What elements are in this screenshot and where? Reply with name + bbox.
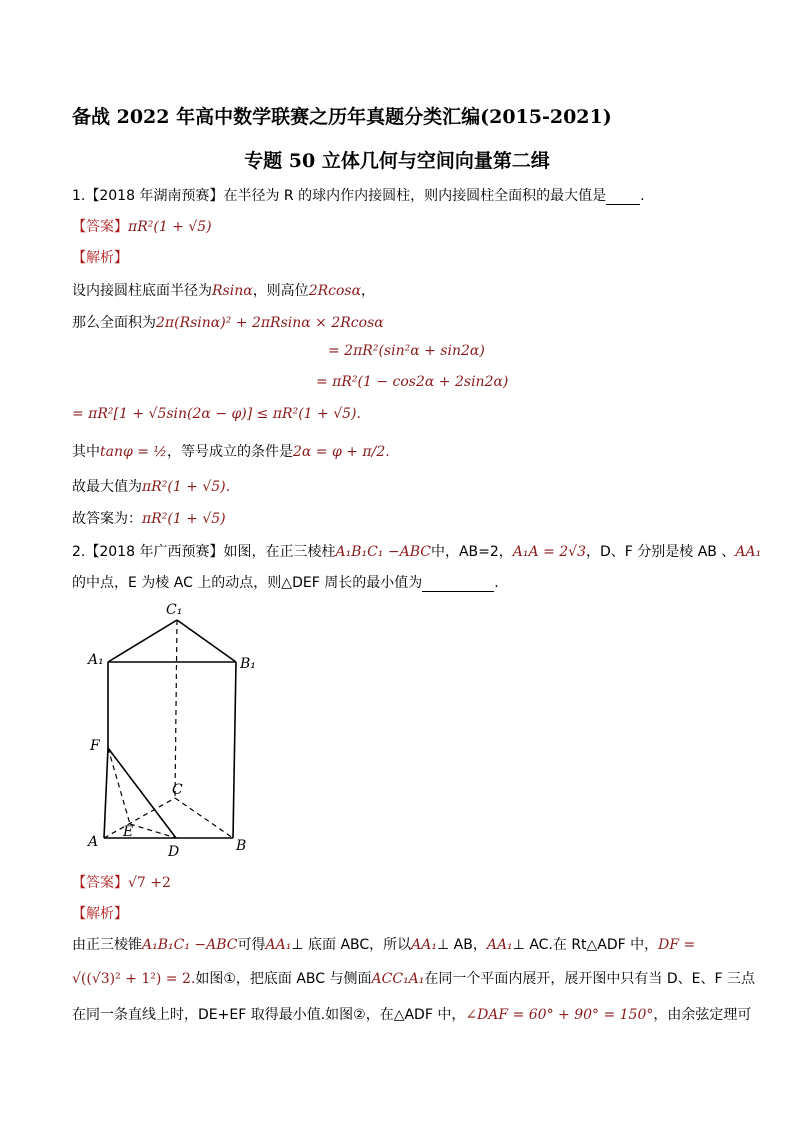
label-d: D [168,844,180,860]
label-b: B [236,838,247,854]
q1-step-7: 故最大值为πR²(1 + √5). [72,479,231,495]
q1-step-1: 设内接圆柱底面半径为Rsinα，则高位2Rcosα， [72,283,376,299]
q1-answer-label: 【答案】 [72,219,128,235]
q2-analysis-label: 【解析】 [72,906,128,922]
q1-step-5: = πR²[1 + √5sin(2α − φ)] ≤ πR²(1 + √5). [72,406,361,422]
q2-source: 【2018 年广西预赛】 [85,544,224,560]
hidden-edge-c1-c [175,620,177,798]
q1-stem: 1.【2018 年湖南预赛】在半径为 R 的球内作内接圆柱，则内接圆柱全面积的最大值是 . [72,188,645,204]
prism-figure [80,598,270,860]
q1-answer [72,216,212,236]
q1-answer-blank [606,190,640,205]
hidden-segment-e-d [130,824,176,838]
label-a1: A₁ [88,652,104,668]
q2-answer-value: √7 +2 [128,875,171,891]
hidden-segment-f-e [108,748,130,824]
q1-step-8: 故答案为：πR²(1 + √5) [72,511,226,527]
q2-answer [72,872,171,892]
q2-stem-line2: 的中点，E 为棱 AC 上的动点，则△DEF 周长的最小值为 . [72,575,499,591]
label-c1: C₁ [166,602,183,618]
q1-step-3: = 2πR²(sin²α + sin2α) [328,343,485,359]
q2-stem-line1: 2.【2018 年广西预赛】如图，在正三棱柱A₁B₁C₁ −ABC中，AB=2，A₁A = 2√3，D、F 分别是棱 AB 、AA₁ [72,544,762,560]
segment-f-d [108,748,176,838]
label-e: E [123,824,134,840]
document-subtitle: 专题 50 立体几何与空间向量第二缉 [244,150,550,172]
hidden-edge-c-b [175,798,233,838]
q2-answer-blank [422,577,494,592]
label-b1: B₁ [240,656,256,672]
q1-step-4: = πR²(1 − cos2α + 2sin2α) [316,374,509,390]
document-title: 备战 2022 年高中数学联赛之历年真题分类汇编(2015-2021) [72,106,612,128]
hidden-edge-a-c [104,798,175,838]
q1-number: 1. [72,188,86,204]
q2-number: 2. [72,544,86,560]
label-f: F [90,738,100,754]
q1-answer-value: πR²(1 + √5) [128,219,212,235]
edge-b1-b [233,662,236,838]
q2-analysis-line3: 在同一条直线上时，DE+EF 取得最小值.如图②，在△ADF 中，∠DAF = 60° + 90° = 150°，由余弦定理可 [72,1007,752,1023]
q2-analysis-line2: √((√3)² + 1²) = 2.如图①，把底面 ABC 与侧面ACC₁A₁在同一个平面内展开，展开图中只有当 D、E、F 三点 [72,971,755,987]
q2-answer-label: 【答案】 [72,875,128,891]
q1-step-6: 其中tanφ = ½，等号成立的条件是2α = φ + π/2. [72,444,390,460]
q1-analysis-label: 【解析】 [72,250,128,266]
label-c: C [172,782,183,798]
edge-a1-c1 [108,620,177,662]
edge-f-a [104,748,108,838]
q1-stem-text: 在半径为 R 的球内作内接圆柱，则内接圆柱全面积的最大值是 [223,188,607,204]
label-a: A [88,834,99,850]
q1-step-2: 那么全面积为2π(Rsinα)² + 2πRsinα × 2Rcosα [72,315,384,331]
edge-c1-b1 [177,620,236,662]
q1-source: 【2018 年湖南预赛】 [85,188,224,204]
q2-analysis-line1: 由正三棱锥A₁B₁C₁ −ABC可得AA₁⊥ 底面 ABC，所以AA₁⊥ AB，AA₁⊥ AC.在 Rt△ADF 中，DF = [72,937,696,953]
